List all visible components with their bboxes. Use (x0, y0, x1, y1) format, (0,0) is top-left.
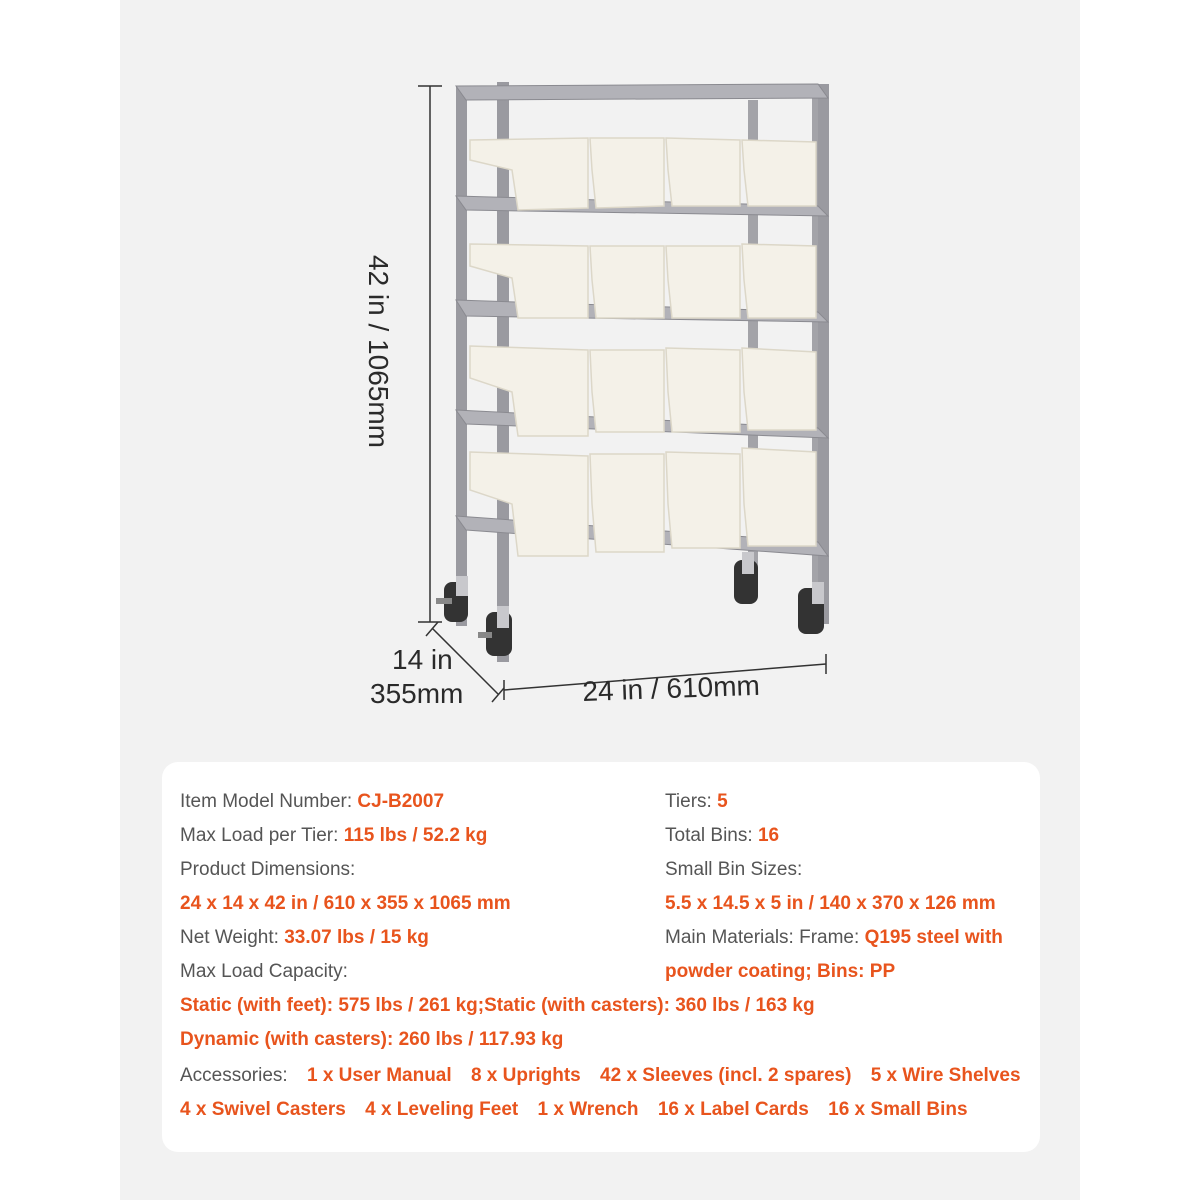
spec-tiers (665, 790, 728, 814)
accessory-item: 1 x User Manual (306, 1065, 452, 1086)
spec-bin-sizes-value-row (665, 892, 996, 916)
materials-value-1: Q195 steel with (864, 927, 1003, 948)
depth-dimension-inches: 14 in (392, 644, 453, 675)
tiers-value: 5 (717, 791, 728, 812)
accessory-item: 1 x Wrench (537, 1099, 639, 1120)
spec-static-capacity (180, 994, 815, 1018)
spec-dynamic-capacity (180, 1028, 563, 1052)
bin-sizes-value: 5.5 x 14.5 x 5 in / 140 x 370 x 126 mm (665, 893, 996, 914)
model-label: Item Model Number: (180, 791, 353, 812)
static-capacity-value: Static (with feet): 575 lbs / 261 kg;Static (with casters): 360 lbs / 163 kg (180, 995, 815, 1016)
dimensions-value: 24 x 14 x 42 in / 610 x 355 x 1065 mm (180, 893, 511, 914)
spec-materials-cont (665, 960, 895, 984)
depth-dimension-mm: 355mm (370, 678, 464, 709)
accessory-item: 16 x Small Bins (828, 1099, 968, 1120)
net-weight-value: 33.07 lbs / 15 kg (284, 927, 429, 948)
max-capacity-label: Max Load Capacity: (180, 961, 348, 982)
max-load-tier-value: 115 lbs / 52.2 kg (343, 825, 488, 846)
model-value: CJ-B2007 (357, 791, 445, 812)
spec-dimensions (180, 858, 355, 882)
dimensions-label: Product Dimensions: (180, 859, 356, 880)
swivel-casters (436, 552, 824, 656)
max-load-tier-label: Max Load per Tier: (180, 825, 339, 846)
bin-sizes-label: Small Bin Sizes: (665, 859, 803, 880)
spec-net-weight (180, 926, 429, 950)
accessory-item: 4 x Leveling Feet (365, 1099, 519, 1120)
spec-dimensions-value-row (180, 892, 511, 916)
accessory-item: 8 x Uprights (470, 1065, 581, 1086)
materials-value-2: powder coating; Bins: PP (665, 961, 896, 982)
tiers-label: Tiers: (665, 791, 712, 812)
dynamic-capacity-value: Dynamic (with casters): 260 lbs / 117.93 kg (180, 1029, 564, 1050)
bins-value: 16 (757, 825, 780, 846)
accessory-item: 5 x Wire Shelves (870, 1065, 1021, 1086)
spec-materials (665, 926, 1003, 950)
spec-bins (665, 824, 779, 848)
spec-max-load-tier (180, 824, 487, 848)
height-dimension-label: 42 in / 1065mm (363, 255, 394, 448)
small-bins (470, 138, 816, 556)
net-weight-label: Net Weight: (180, 927, 279, 948)
accessory-item: 4 x Swivel Casters (180, 1099, 346, 1120)
spec-max-capacity (180, 960, 348, 984)
accessory-item: 42 x Sleeves (incl. 2 spares) (600, 1065, 852, 1086)
materials-label: Main Materials: Frame: (665, 927, 860, 948)
spec-bin-sizes (665, 858, 802, 882)
spec-accessories-line1 (180, 1064, 1021, 1088)
spec-card (162, 762, 1040, 1152)
spec-model (180, 790, 444, 814)
spec-accessories-line2 (180, 1098, 968, 1122)
accessories-label: Accessories: (180, 1065, 288, 1086)
accessory-item: 16 x Label Cards (657, 1099, 809, 1120)
width-dimension-label: 24 in / 610mm (581, 669, 761, 707)
bins-label: Total Bins: (665, 825, 753, 846)
